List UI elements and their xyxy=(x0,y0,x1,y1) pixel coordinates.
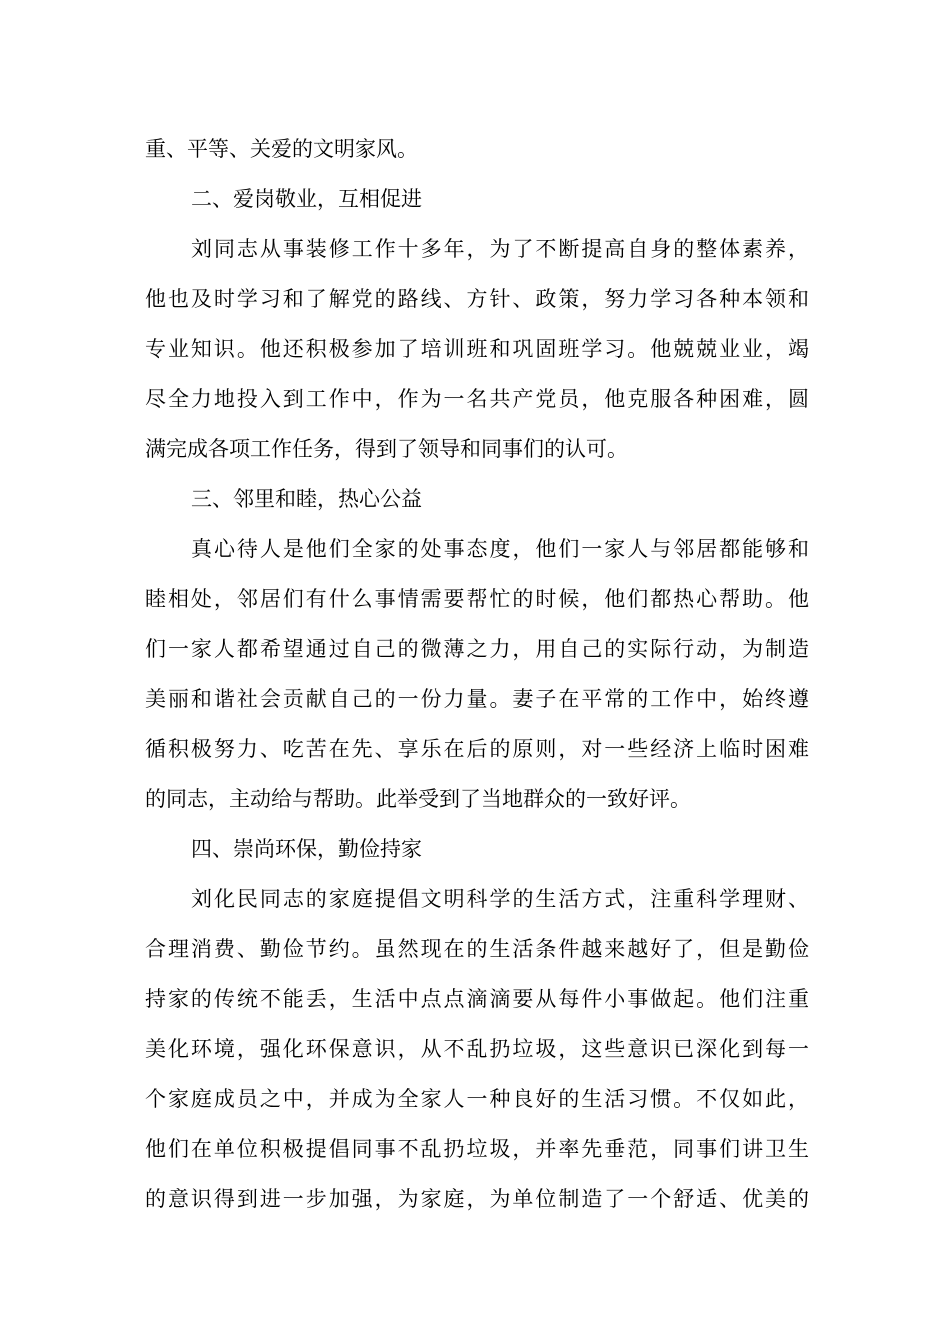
paragraph-line: 真心待人是他们全家的处事态度，他们一家人与邻居都能够和 xyxy=(191,537,809,561)
paragraph-line: 美化环境，强化环保意识，从不乱扔垃圾，这些意识已深化到每一 xyxy=(145,1037,809,1061)
paragraph-line: 专业知识。他还积极参加了培训班和巩固班学习。他兢兢业业，竭 xyxy=(145,337,809,361)
paragraph-line: 美丽和谐社会贡献自己的一份力量。妻子在平常的工作中，始终遵 xyxy=(145,687,809,711)
paragraph-line: 刘化民同志的家庭提倡文明科学的生活方式，注重科学理财、 xyxy=(191,887,809,911)
paragraph-line: 刘同志从事装修工作十多年，为了不断提高自身的整体素养， xyxy=(191,237,809,261)
paragraph-line: 持家的传统不能丢，生活中点点滴滴要从每件小事做起。他们注重 xyxy=(145,987,809,1011)
paragraph-line: 合理消费、勤俭节约。虽然现在的生活条件越来越好了，但是勤俭 xyxy=(145,937,809,961)
paragraph-line: 个家庭成员之中，并成为全家人一种良好的生活习惯。不仅如此， xyxy=(145,1087,809,1111)
paragraph-line: 尽全力地投入到工作中，作为一名共产党员，他克服各种困难，圆 xyxy=(145,387,809,411)
paragraph-line: 他也及时学习和了解党的路线、方针、政策，努力学习各种本领和 xyxy=(145,287,809,311)
paragraph-line: 们一家人都希望通过自己的微薄之力，用自己的实际行动，为制造 xyxy=(145,637,809,661)
section-heading: 四、崇尚环保，勤俭持家 xyxy=(191,837,422,861)
section-heading: 二、爱岗敬业，互相促进 xyxy=(191,187,422,211)
paragraph-line: 重、平等、关爱的文明家风。 xyxy=(145,137,418,161)
paragraph-line: 他们在单位积极提倡同事不乱扔垃圾，并率先垂范，同事们讲卫生 xyxy=(145,1137,809,1161)
paragraph-line: 睦相处，邻居们有什么事情需要帮忙的时候，他们都热心帮助。他 xyxy=(145,587,809,611)
paragraph-line: 的同志，主动给与帮助。此举受到了当地群众的一致好评。 xyxy=(145,787,691,811)
paragraph-line: 满完成各项工作任务，得到了领导和同事们的认可。 xyxy=(145,437,628,461)
section-heading: 三、邻里和睦，热心公益 xyxy=(191,487,422,511)
document-page xyxy=(145,124,809,1224)
paragraph-line: 的意识得到进一步加强，为家庭，为单位制造了一个舒适、优美的 xyxy=(145,1187,809,1211)
paragraph-line: 循积极努力、吃苦在先、享乐在后的原则，对一些经济上临时困难 xyxy=(145,737,809,761)
